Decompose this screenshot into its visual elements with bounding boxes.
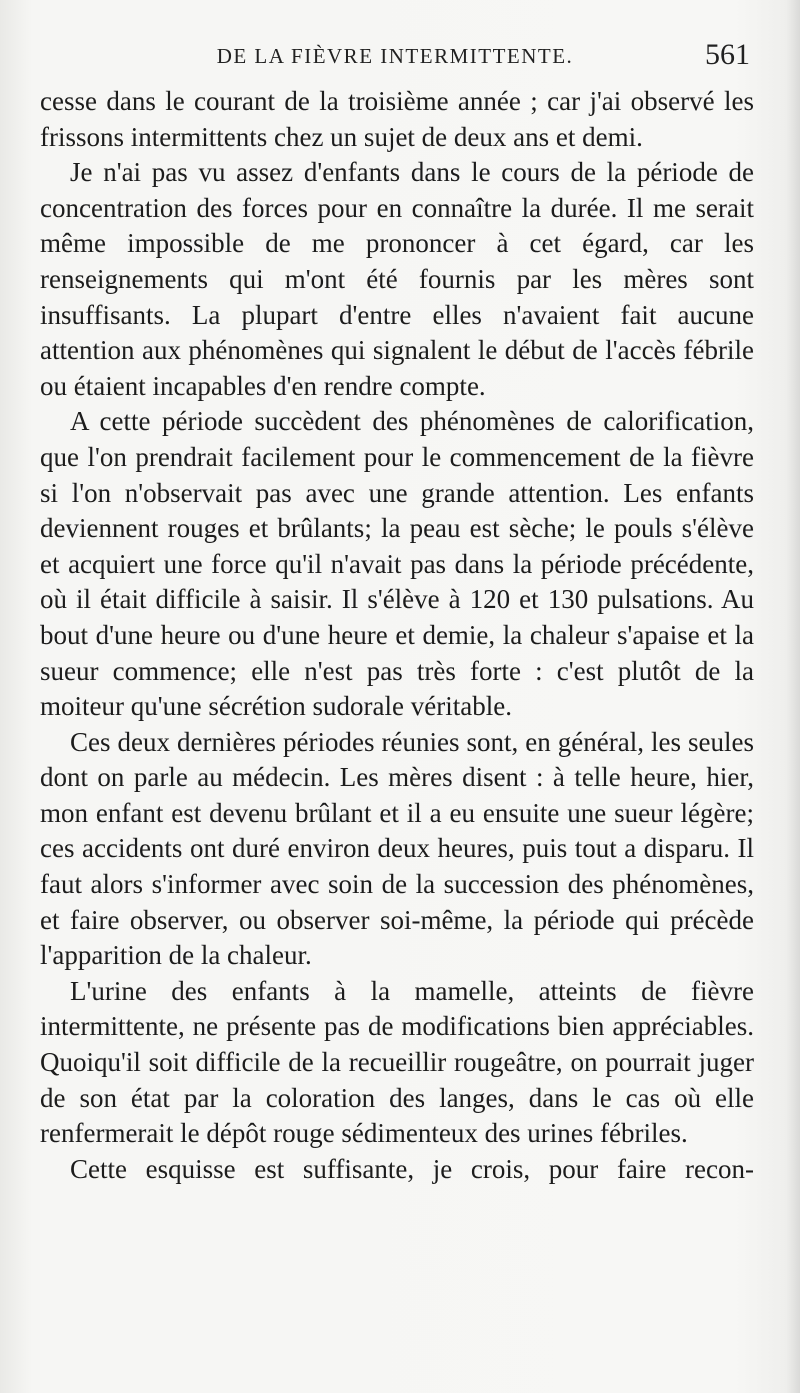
paragraph-last-periods: Ces deux dernières périodes réunies sont, en général, les seules dont on parle au médecin. Les mères disent : à telle heure, hier, mon enfant est devenu brûlant et il a eu ensuite une sueur légère; ces accidents ont duré environ deux heures, puis tout a disparu. Il faut alors s'informer avec soin de la succession des phénomènes, et faire observer, ou observer soi-même, la période qui précède l'apparition de la chaleur. [40,726,754,971]
paragraph-continuation: cesse dans le courant de la troisième année ; car j'ai observé les frissons intermittents chez un sujet de deux ans et demi. [40,86,754,152]
paragraph-sketch: Cette esquisse est suffisante, je crois, pour faire recon- [70,1153,754,1184]
page-edge-shadow [786,0,800,1393]
running-title: DE LA FIÈVRE INTERMITTENTE. [216,44,574,68]
body-text [40,84,754,1187]
paragraph-concentration-period: Je n'ai pas vu assez d'enfants dans le cours de la période de concentration des forces pour en connaître la durée. Il me serait même impossible de me prononcer à cet égard, car les renseignements qui m'ont été fournis par les mères sont insuffisants. La plupart d'entre elles n'avaient fait aucune attention aux phénomènes qui signalent le début de l'accès fébrile ou étaient incapables d'en rendre compte. [40,157,754,401]
page-header [40,38,750,78]
page-number: 561 [705,38,750,71]
paragraph-urine: L'urine des enfants à la mamelle, atteints de fièvre intermittente, ne présente pas de modifications bien appréciables. Quoiqu'il soit difficile de la recueillir rougeâtre, on pourrait juger de son état par la coloration des langes, dans le cas où elle renfermerait le dépôt rouge sédimenteux des urines fébriles. [40,975,754,1149]
paragraph-calorification: A cette période succèdent des phénomènes de calorification, que l'on prendrait facilement pour le commencement de la fièvre si l'on n'observait pas avec une grande attention. Les enfants deviennent rouges et brûlants; la peau est sèche; le pouls s'élève et acquiert une force qu'il n'avait pas dans la période précédente, où il était difficile à saisir. Il s'élève à 120 et 130 pulsations. Au bout d'une heure ou d'une heure et demie, la chaleur s'apaise et la sueur commence; elle n'est pas très forte : c'est plutôt de la moiteur qu'une sécrétion sudorale véritable. [40,406,754,722]
